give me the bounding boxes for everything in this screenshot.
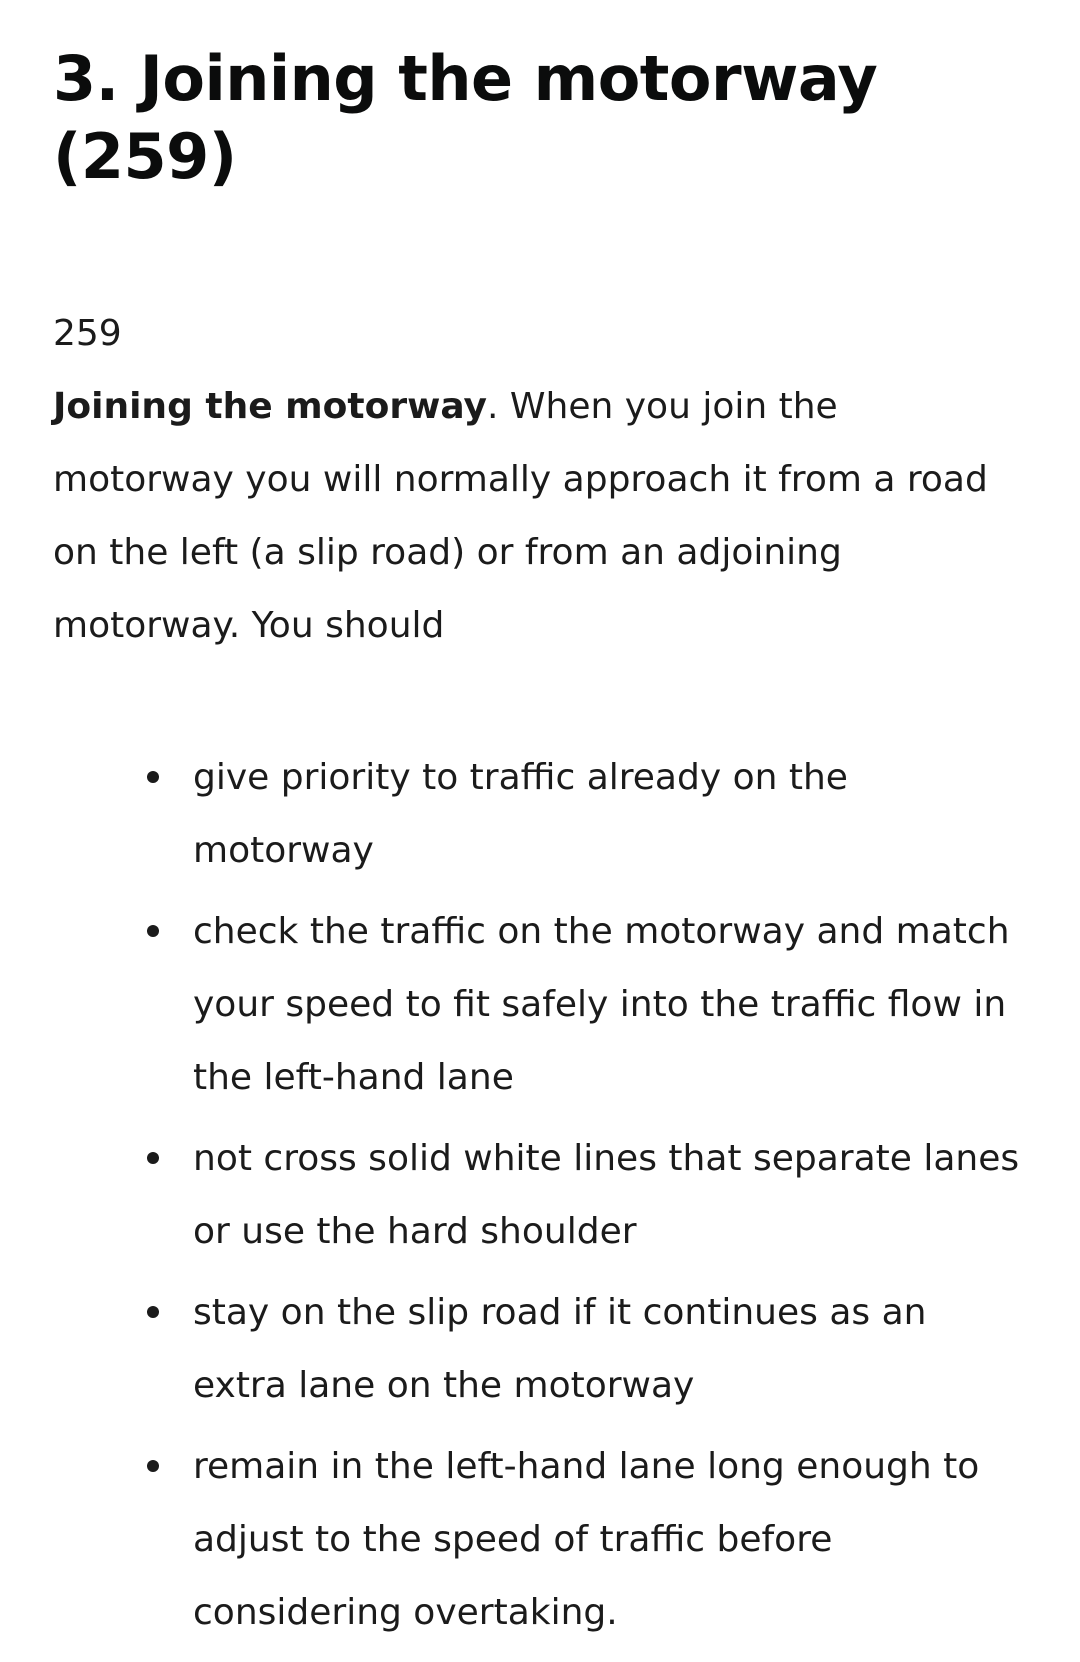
rule-lead-punctuation: . (487, 386, 499, 427)
list-item (53, 1122, 1023, 1268)
article (53, 40, 1043, 1657)
list-item (53, 1430, 1023, 1649)
bullet-dot-icon (147, 1306, 159, 1318)
list-item-text: check the traffic on the motorway and match your speed to fit safely into the traffic flow in the left-hand lane (193, 911, 1010, 1098)
rule-paragraph (53, 370, 993, 662)
list-item-text: not cross solid white lines that separate lanes or use the hard shoulder (193, 1138, 1020, 1252)
list-item (53, 895, 1023, 1114)
bullet-dot-icon (147, 1460, 159, 1472)
bullet-dot-icon (147, 771, 159, 783)
list-item-text: give priority to traffic already on the motorway (193, 757, 848, 871)
rule-bullet-list (53, 741, 1043, 1649)
bullet-dot-icon (147, 925, 159, 937)
list-item-text: stay on the slip road if it continues as an extra lane on the motorway (193, 1292, 927, 1406)
page-title: 3. Joining the motorway (259) (53, 42, 878, 193)
rule-text: When you join the motorway you will normally approach it from a road on the left (a slip road) or from an adjoining motorway. You should (53, 386, 988, 646)
list-item (53, 1276, 1023, 1422)
list-item (53, 741, 1023, 887)
bullet-dot-icon (147, 1152, 159, 1164)
rule-number: 259 (53, 313, 122, 354)
rule-lead: Joining the motorway (53, 386, 488, 427)
list-item-text: remain in the left-hand lane long enough to adjust to the speed of traffic before considering overtaking. (193, 1446, 980, 1633)
